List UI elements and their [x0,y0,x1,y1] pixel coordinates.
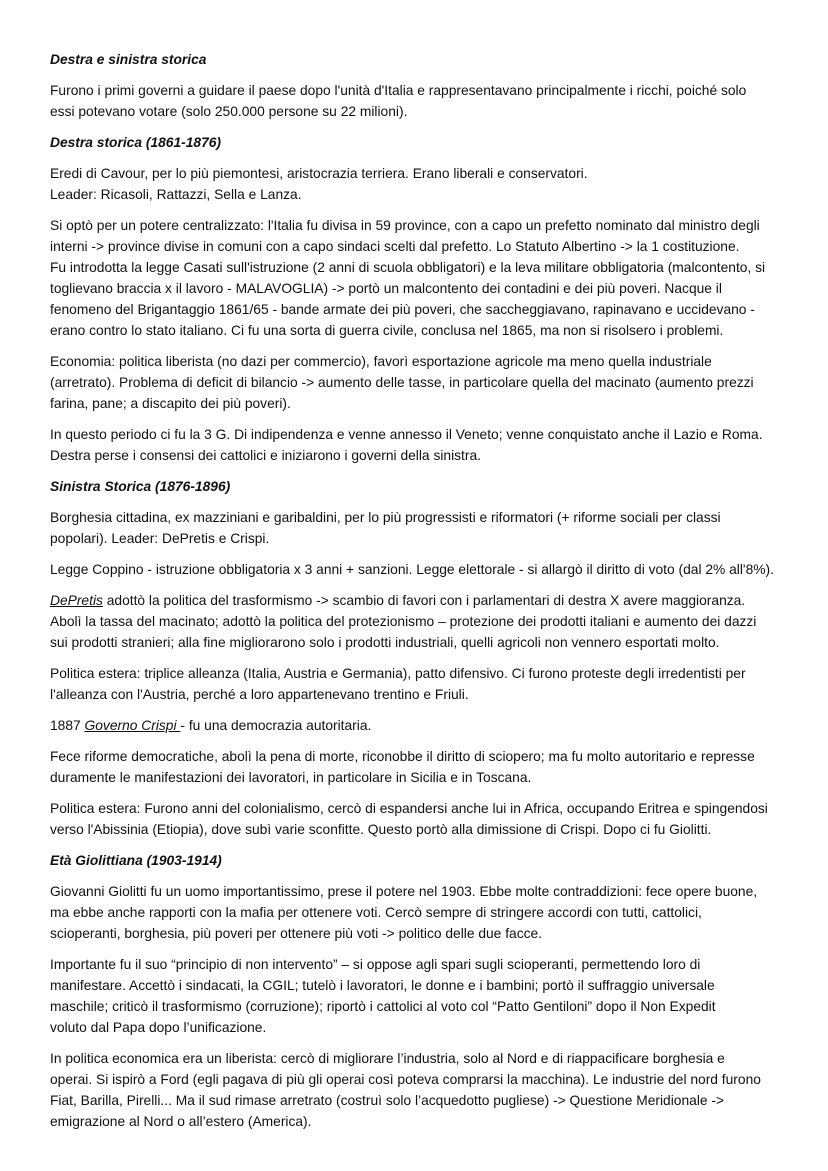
text-line: verso l'Abissinia (Etiopia), dove subì varie sconfitte. Questo portò alla dimissione di Crispi. Dopo ci fu Giolitti. [50,822,712,837]
text-line: Economia: politica liberista (no dazi per commercio), favorì esportazione agricole ma meno quella industriale [50,354,712,369]
paragraph [50,559,772,580]
text-line: Politica estera: Furono anni del colonialismo, cercò di espandersi anche lui in Africa, occupando Eritrea e spingendosi [50,801,768,816]
text-line [50,590,772,611]
text-line: Fece riforme democratiche, abolì la pena di morte, riconobbe il diritto di sciopero; ma fu molto autoritario e represse [50,749,755,764]
paragraph [50,798,772,840]
text-line: scioperanti, borghesia, più poveri per ottenere più voti -> politico delle due facce. [50,926,542,941]
text-line: Fu introdotta la legge Casati sull'istruzione (2 anni di scuola obbligatori) e la leva militare obbligatoria (malcontento, si [50,260,766,275]
text-line: duramente le manifestazioni dei lavoratori, in particolare in Sicilia e in Toscana. [50,770,532,785]
depretis-link: DePretis [50,593,103,608]
paragraph [50,590,772,653]
governo-crispi-link: Governo Crispi [84,718,181,733]
paragraph [50,954,772,1038]
text-line: Importante fu il suo “principio di non intervento” – si oppose agli spari sugli scioperanti, permettendo loro di [50,957,701,972]
text-line: maschile; criticò il trasformismo (corruzione); riportò i cattolici al voto col “Patto Gentiloni” dopo il Non Expedit [50,999,716,1014]
text-line: Furono i primi governi a guidare il paese dopo l'unità d'Italia e rappresentavano principalmente i ricchi, poiché solo [50,83,747,98]
text-line: In questo periodo ci fu la 3 G. Di indipendenza e venne annesso il Veneto; venne conquistato anche il Lazio e Roma. [50,427,763,442]
text-line: Leader: Ricasoli, Rattazzi, Sella e Lanza. [50,187,302,202]
paragraph [50,80,772,122]
paragraph [50,1048,772,1132]
text-line: In politica economica era un liberista: cercò di migliorare l’industria, solo al Nord e di riappacificare borghesia e [50,1051,725,1066]
text-line: erano contro lo stato italiano. Ci fu una sorta di guerra civile, conclusa nel 1865, ma non si risolsero i problemi. [50,323,724,338]
text-line [50,715,772,736]
text-line: Abolì la tassa del macinato; adottò la politica del protezionismo – protezione dei prodotti italiani e aumento dei dazzi [50,614,757,629]
text-line: Destra perse i consensi dei cattolici e iniziarono i governi della sinistra. [50,448,481,463]
text-line: ma ebbe anche rapporti con la mafia per ottenere voti. Cercò sempre di stringere accordi con tutti, cattolici, [50,905,702,920]
text-line: sui prodotti stranieri; alla fine migliorarono solo i prodotti industriali, quelli agricoli non vennero esportati molto. [50,635,720,650]
paragraph [50,507,772,549]
text-line: Eredi di Cavour, per lo più piemontesi, aristocrazia terriera. Erano liberali e conservatori. [50,166,588,181]
section-heading: Sinistra Storica (1876-1896) [50,479,231,494]
text-line: fenomeno del Brigantaggio 1861/65 - bande armate dei più poveri, che saccheggiavano, rapinavano e uccidevano - [50,302,755,317]
text-line: toglievano braccia x il lavoro - MALAVOGLIA) -> portò un malcontento dei contadini e dei più poveri. Nacque il [50,281,722,296]
paragraph [50,881,772,944]
text-line: manifestare. Accettò i sindacati, la CGIL; tutelò i lavoratori, le donne e i bambini; portò il suffraggio universale [50,978,715,993]
section-heading: Destra e sinistra storica [50,52,207,67]
text-line: emigrazione al Nord o all’estero (America). [50,1114,312,1129]
text-line: (arretrato). Problema di deficit di bilancio -> aumento delle tasse, in particolare quella del macinato (aumento prezzi [50,375,754,390]
text-line: Borghesia cittadina, ex mazziniani e garibaldini, per lo più progressisti e riformatori (+ riforme sociali per classi [50,510,721,525]
text-line: voluto dal Papa dopo l’unificazione. [50,1020,267,1035]
text-line: Legge Coppino - istruzione obbligatoria x 3 anni + sanzioni. Legge elettorale - si allargò il diritto di voto (dal 2% all'8%). [50,562,774,577]
paragraph [50,663,772,705]
text-line: Politica estera: triplice alleanza (Italia, Austria e Germania), patto difensivo. Ci furono proteste degli irredentisti per [50,666,746,681]
text-line: interni -> province divise in comuni con a capo sindaci scelti dal prefetto. Lo Statuto Albertino -> la 1 costituzione. [50,239,740,254]
text-line: l'alleanza con l'Austria, perché a loro appartenevano trentino e Friuli. [50,687,469,702]
paragraph [50,715,772,736]
text-line: essi potevano votare (solo 250.000 persone su 22 milioni). [50,104,408,119]
paragraph [50,351,772,414]
text-line: farina, pane; a discapito dei più poveri). [50,396,291,411]
paragraph [50,746,772,788]
paragraph [50,215,772,341]
text-line: operai. Si ispirò a Ford (egli pagava di più gli operai così poteva comprarsi la macchina). Le industrie del nord furono [50,1072,761,1087]
text-run: 1887 [50,718,85,733]
section-heading: Destra storica (1861-1876) [50,135,222,150]
text-line: Giovanni Giolitti fu un uomo importantissimo, prese il potere nel 1903. Ebbe molte contraddizioni: fece opere buone, [50,884,758,899]
text-line: Fiat, Barilla, Pirelli... Ma il sud rimase arretrato (costruì solo l’acquedotto pugliese) -> Questione Meridionale -> [50,1093,725,1108]
paragraph [50,163,772,205]
paragraph [50,424,772,466]
text-run: - fu una democrazia autoritaria. [180,718,372,733]
text-line: Si optò per un potere centralizzato: l'Italia fu divisa in 59 province, con a capo un prefetto nominato dal ministro degli [50,218,760,233]
text-line: popolari). Leader: DePretis e Crispi. [50,531,270,546]
text-run: adottò la politica del trasformismo -> scambio di favori con i parlamentari di destra X avere maggioranza. [102,593,746,608]
section-heading: Età Giolittiana (1903-1914) [50,853,222,868]
